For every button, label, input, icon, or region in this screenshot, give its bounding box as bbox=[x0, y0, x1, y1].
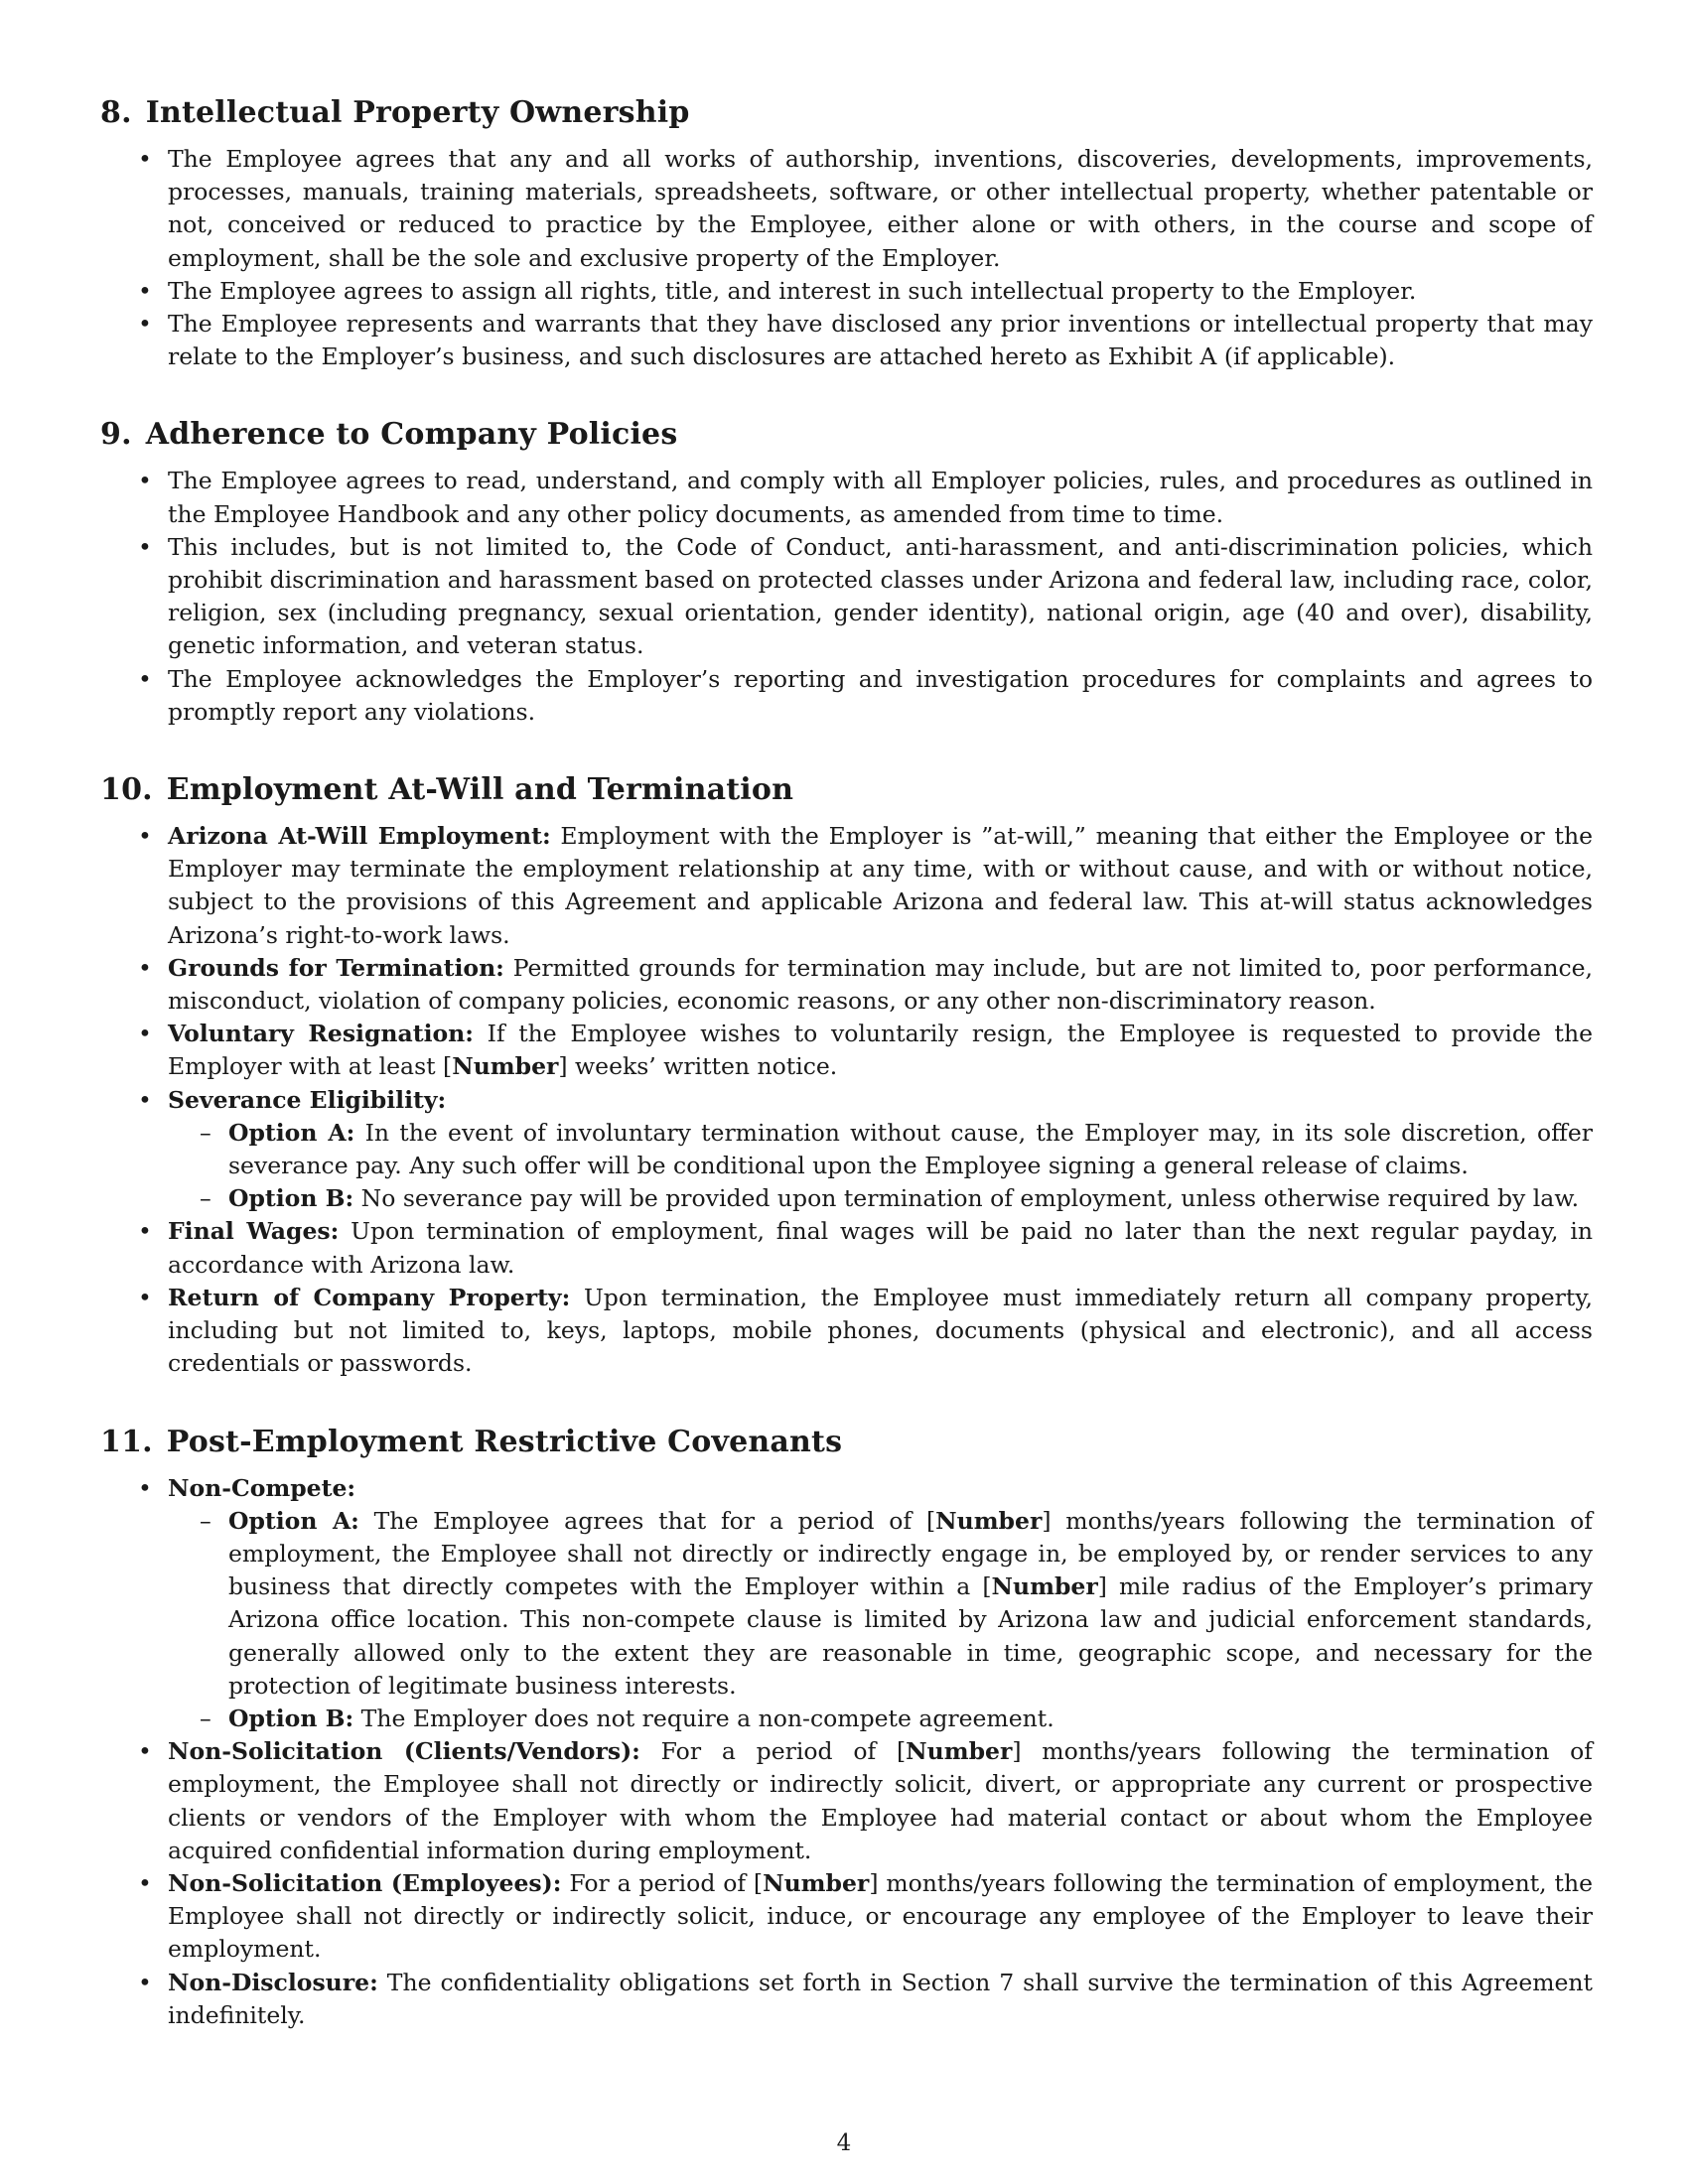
item-lead: Severance Eligibility: bbox=[168, 1085, 447, 1114]
item-text: Upon termination of employment, final wages will be paid no later than the next regular payday, in accordance with Arizona law. bbox=[168, 1217, 1593, 1279]
number-placeholder: Number bbox=[906, 1737, 1013, 1766]
section-list bbox=[100, 820, 1593, 1380]
item-lead: Non-Disclosure: bbox=[168, 1968, 378, 1996]
section-number: 8. bbox=[100, 95, 132, 130]
option-label: Option A: bbox=[228, 1506, 359, 1535]
section-title: Employment At-Will and Termination bbox=[166, 772, 794, 808]
section-11 bbox=[100, 1425, 1593, 2032]
list-item bbox=[100, 143, 1593, 275]
option-label: Option B: bbox=[228, 1704, 354, 1732]
section-title: Intellectual Property Ownership bbox=[145, 95, 690, 130]
section-list bbox=[100, 143, 1593, 373]
section-heading bbox=[100, 417, 1593, 453]
section-8 bbox=[100, 95, 1593, 373]
item-lead: Non-Solicitation (Employees): bbox=[168, 1868, 562, 1897]
sub-list-item bbox=[168, 1505, 1593, 1703]
section-heading bbox=[100, 95, 1593, 131]
item-text: No severance pay will be provided upon termination of employment, unless otherwise required by law. bbox=[353, 1184, 1580, 1213]
item-text: The confidentiality obligations set forth in Section 7 shall survive the termination of this Agreement indefinitely. bbox=[168, 1968, 1593, 2029]
number-placeholder: Number bbox=[763, 1868, 870, 1897]
item-lead: Grounds for Termination: bbox=[168, 953, 504, 982]
item-text: ] weeks’ written notice. bbox=[558, 1052, 838, 1081]
item-text: Employment with the Employer is ”at-will,” meaning that either the Employee or the Employer may terminate the employment relationship at any time, with or without cause, and with or without notice, subject to the provisions of this Agreement and applicable Arizona and federal law. This at-will status acknowledges Arizona’s right-to-work laws. bbox=[168, 822, 1593, 949]
number-placeholder: Number bbox=[991, 1572, 1098, 1601]
item-text: Permitted grounds for termination may include, but are not limited to, poor performance, misconduct, violation of company policies, economic reasons, or any other non-discriminatory reason. bbox=[168, 953, 1593, 1016]
item-text: In the event of involuntary termination without cause, the Employer may, in its sole discretion, offer severance pay. Any such offer will be conditional upon the Employee signing a general release of claims. bbox=[228, 1118, 1593, 1180]
item-lead: Voluntary Resignation: bbox=[168, 1020, 474, 1048]
list-item bbox=[100, 1867, 1593, 1967]
list-item bbox=[100, 1472, 1593, 1736]
item-text: For a period of [ bbox=[561, 1868, 764, 1897]
list-item bbox=[100, 1735, 1593, 1867]
item-text: This includes, but is not limited to, the Code of Conduct, anti-harassment, and anti-discrimination policies, which prohibit discrimination and harassment based on protected classes under Arizona and federal law, including race, color, religion, sex (including pregnancy, sexual orientation, gender identity), national origin, age (40 and over), disability, genetic information, and veteran status. bbox=[168, 532, 1593, 660]
section-list bbox=[100, 465, 1593, 729]
list-item bbox=[100, 275, 1593, 308]
item-text: If the Employee wishes to voluntarily resign, the Employee is requested to provide the Employer with at least [ bbox=[168, 1020, 1593, 1081]
item-text: The Employee agrees to read, understand, and comply with all Employer policies, rules, and procedures as outlined in the Employee Handbook and any other policy documents, as amended from time to time. bbox=[168, 467, 1593, 528]
number-placeholder: Number bbox=[452, 1052, 559, 1081]
item-text: The Employee acknowledges the Employer’s reporting and investigation procedures for complaints and agrees to promptly report any violations. bbox=[168, 664, 1593, 726]
item-lead: Non-Solicitation (Clients/Vendors): bbox=[168, 1737, 640, 1766]
option-label: Option B: bbox=[228, 1184, 354, 1213]
number-placeholder: Number bbox=[935, 1506, 1043, 1535]
section-title: Adherence to Company Policies bbox=[145, 417, 678, 453]
section-9 bbox=[100, 417, 1593, 729]
item-lead: Non-Compete: bbox=[168, 1473, 356, 1502]
section-heading bbox=[100, 772, 1593, 808]
option-label: Option A: bbox=[228, 1118, 355, 1147]
page-number: 4 bbox=[836, 2130, 852, 2156]
list-item bbox=[100, 531, 1593, 663]
item-text: The Employee agrees that any and all works of authorship, inventions, discoveries, developments, improvements, processes, manuals, training materials, spreadsheets, software, or other intellectual property, whether patentable or not, conceived or reduced to practice by the Employee, either alone or with others, in the course and scope of employment, shall be the sole and exclusive property of the Employer. bbox=[168, 145, 1593, 272]
section-title: Post-Employment Restrictive Covenants bbox=[166, 1424, 843, 1459]
list-item bbox=[100, 308, 1593, 373]
section-number: 10. bbox=[100, 772, 153, 808]
item-text: ] months/years following the termination of employment, the Employee shall not directly or indirectly engage in, be employed by, or render services to any business that directly competes with the Employer within a [ bbox=[228, 1506, 1593, 1601]
sub-list-item bbox=[168, 1117, 1593, 1182]
item-text: The Employee represents and warrants that they have disclosed any prior inventions or intellectual property that may relate to the Employer’s business, and such disclosures are attached hereto as Exhibit A (if applicable). bbox=[168, 310, 1593, 371]
sub-list-item bbox=[168, 1182, 1593, 1215]
item-text: The Employee agrees to assign all rights, title, and interest in such intellectual property to the Employer. bbox=[168, 276, 1417, 305]
item-text: The Employer does not require a non-compete agreement. bbox=[353, 1704, 1055, 1732]
section-heading bbox=[100, 1425, 1593, 1460]
section-number: 9. bbox=[100, 417, 132, 453]
item-text: Upon termination, the Employee must immediately return all company property, including but not limited to, keys, laptops, mobile phones, documents (physical and electronic), and all access credentials or passwords. bbox=[168, 1283, 1593, 1378]
sub-list-item bbox=[168, 1703, 1593, 1735]
list-item bbox=[100, 1967, 1593, 2032]
item-lead: Arizona At-Will Employment: bbox=[168, 822, 551, 851]
section-list bbox=[100, 1472, 1593, 2032]
list-item bbox=[100, 1282, 1593, 1381]
section-10 bbox=[100, 772, 1593, 1380]
list-item bbox=[100, 952, 1593, 1018]
page-content bbox=[100, 95, 1593, 2076]
list-item bbox=[100, 465, 1593, 530]
item-text: The Employee agrees that for a period of [ bbox=[358, 1506, 936, 1535]
item-text: ] months/years following the termination of employment, the Employee shall not directly or indirectly solicit, induce, or encourage any employee of the Employer to leave their employment. bbox=[168, 1868, 1593, 1964]
sub-list bbox=[168, 1117, 1593, 1216]
list-item bbox=[100, 1084, 1593, 1216]
section-number: 11. bbox=[100, 1424, 153, 1459]
sub-list bbox=[168, 1505, 1593, 1735]
item-lead: Return of Company Property: bbox=[168, 1283, 571, 1311]
item-text: For a period of [ bbox=[639, 1737, 907, 1766]
list-item bbox=[100, 663, 1593, 729]
list-item bbox=[100, 1018, 1593, 1083]
item-text: ] mile radius of the Employer’s primary Arizona office location. This non-compete clause is limited by Arizona law and judicial enforcement standards, generally allowed only to the extent they are reasonable in time, geographic scope, and necessary for the protection of legitimate business interests. bbox=[228, 1572, 1593, 1700]
item-lead: Final Wages: bbox=[168, 1217, 340, 1246]
list-item bbox=[100, 1215, 1593, 1281]
item-text: ] months/years following the termination of employment, the Employee shall not directly or indirectly solicit, divert, or appropriate any current or prospective clients or vendors of the Employer with whom the Employee had material contact or about whom the Employee acquired confidential information during employment. bbox=[168, 1737, 1594, 1864]
list-item bbox=[100, 820, 1593, 952]
